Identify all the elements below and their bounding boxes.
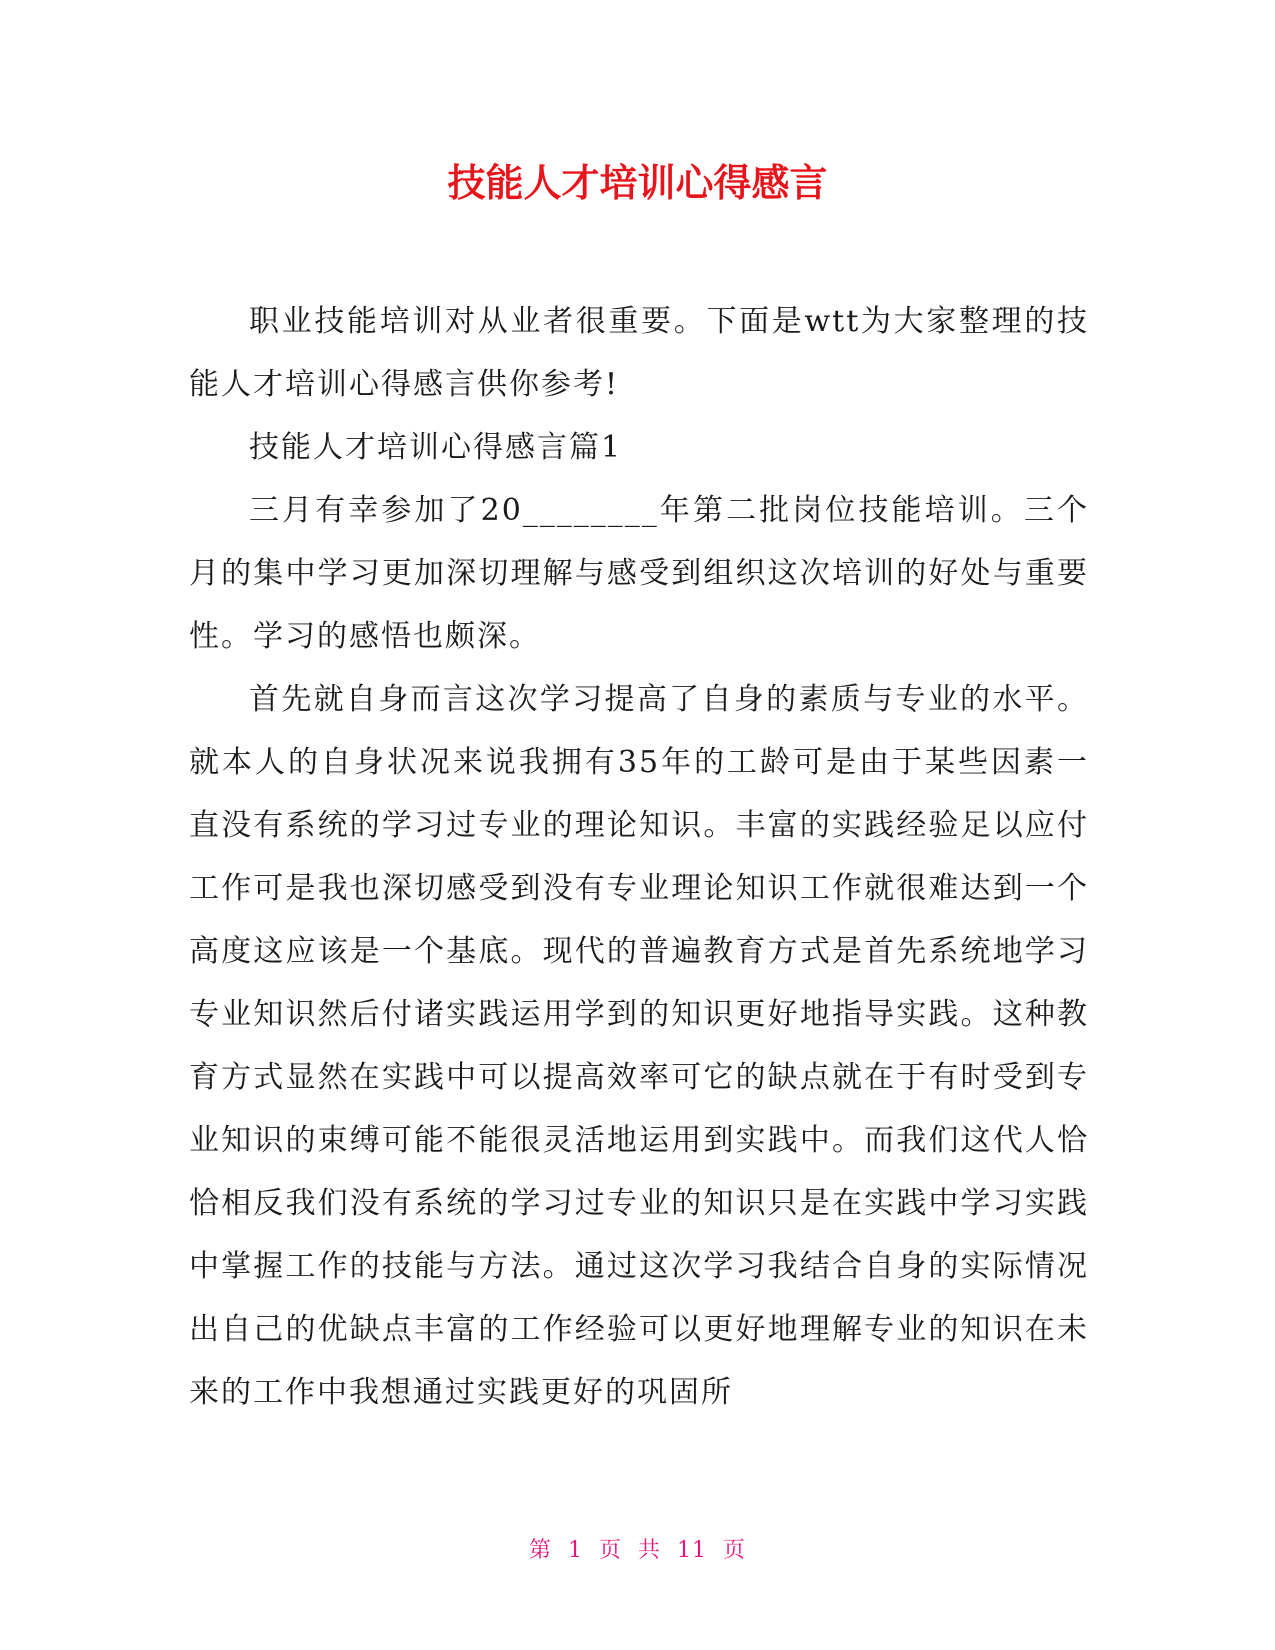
body-paragraph: 首先就自身而言这次学习提高了自身的素质与专业的水平。就本人的自身状况来说我拥有35年的工龄可是由于某些因素一直没有系统的学习过专业的理论知识。丰富的实践经验足以应付工作可是我也深切感受到没有专业理论知识工作就很难达到一个高度这应该是一个基底。现代的普遍教育方式是首先系统地学习专业知识然后付诸实践运用学到的知识更好地指导实践。这种教育方式显然在实践中可以提高效率可它的缺点就在于有时受到专业知识的束缚可能不能很灵活地运用到实践中。而我们这代人恰恰相反我们没有系统的学习过专业的知识只是在实践中学习实践中掌握工作的技能与方法。通过这次学习我结合自身的实际情况出自己的优缺点丰富的工作经验可以更好地理解专业的知识在未来的工作中我想通过实践更好的巩固所 xyxy=(189,682,1089,1410)
intro-paragraph: 职业技能培训对从业者很重要。下面是wtt为大家整理的技能人才培训心得感言供你参考! xyxy=(189,304,1089,402)
total-prefix: 共 xyxy=(638,1538,662,1563)
document-body xyxy=(189,290,1089,1424)
current-page-number: 1 xyxy=(567,1538,583,1563)
page-footer xyxy=(0,1535,1275,1567)
page-prefix: 第 xyxy=(528,1538,552,1563)
total-suffix: 页 xyxy=(723,1538,747,1563)
total-page-count: 11 xyxy=(677,1538,708,1563)
body-paragraph: 三月有幸参加了20________年第二批岗位技能培训。三个月的集中学习更加深切理解与感受到组织这次培训的好处与重要性。学习的感悟也颇深。 xyxy=(189,493,1089,654)
section-heading: 技能人才培训心得感言篇1 xyxy=(249,430,623,465)
page-word: 页 xyxy=(598,1538,622,1563)
document-title: 技能人才培训心得感言 xyxy=(447,161,828,205)
